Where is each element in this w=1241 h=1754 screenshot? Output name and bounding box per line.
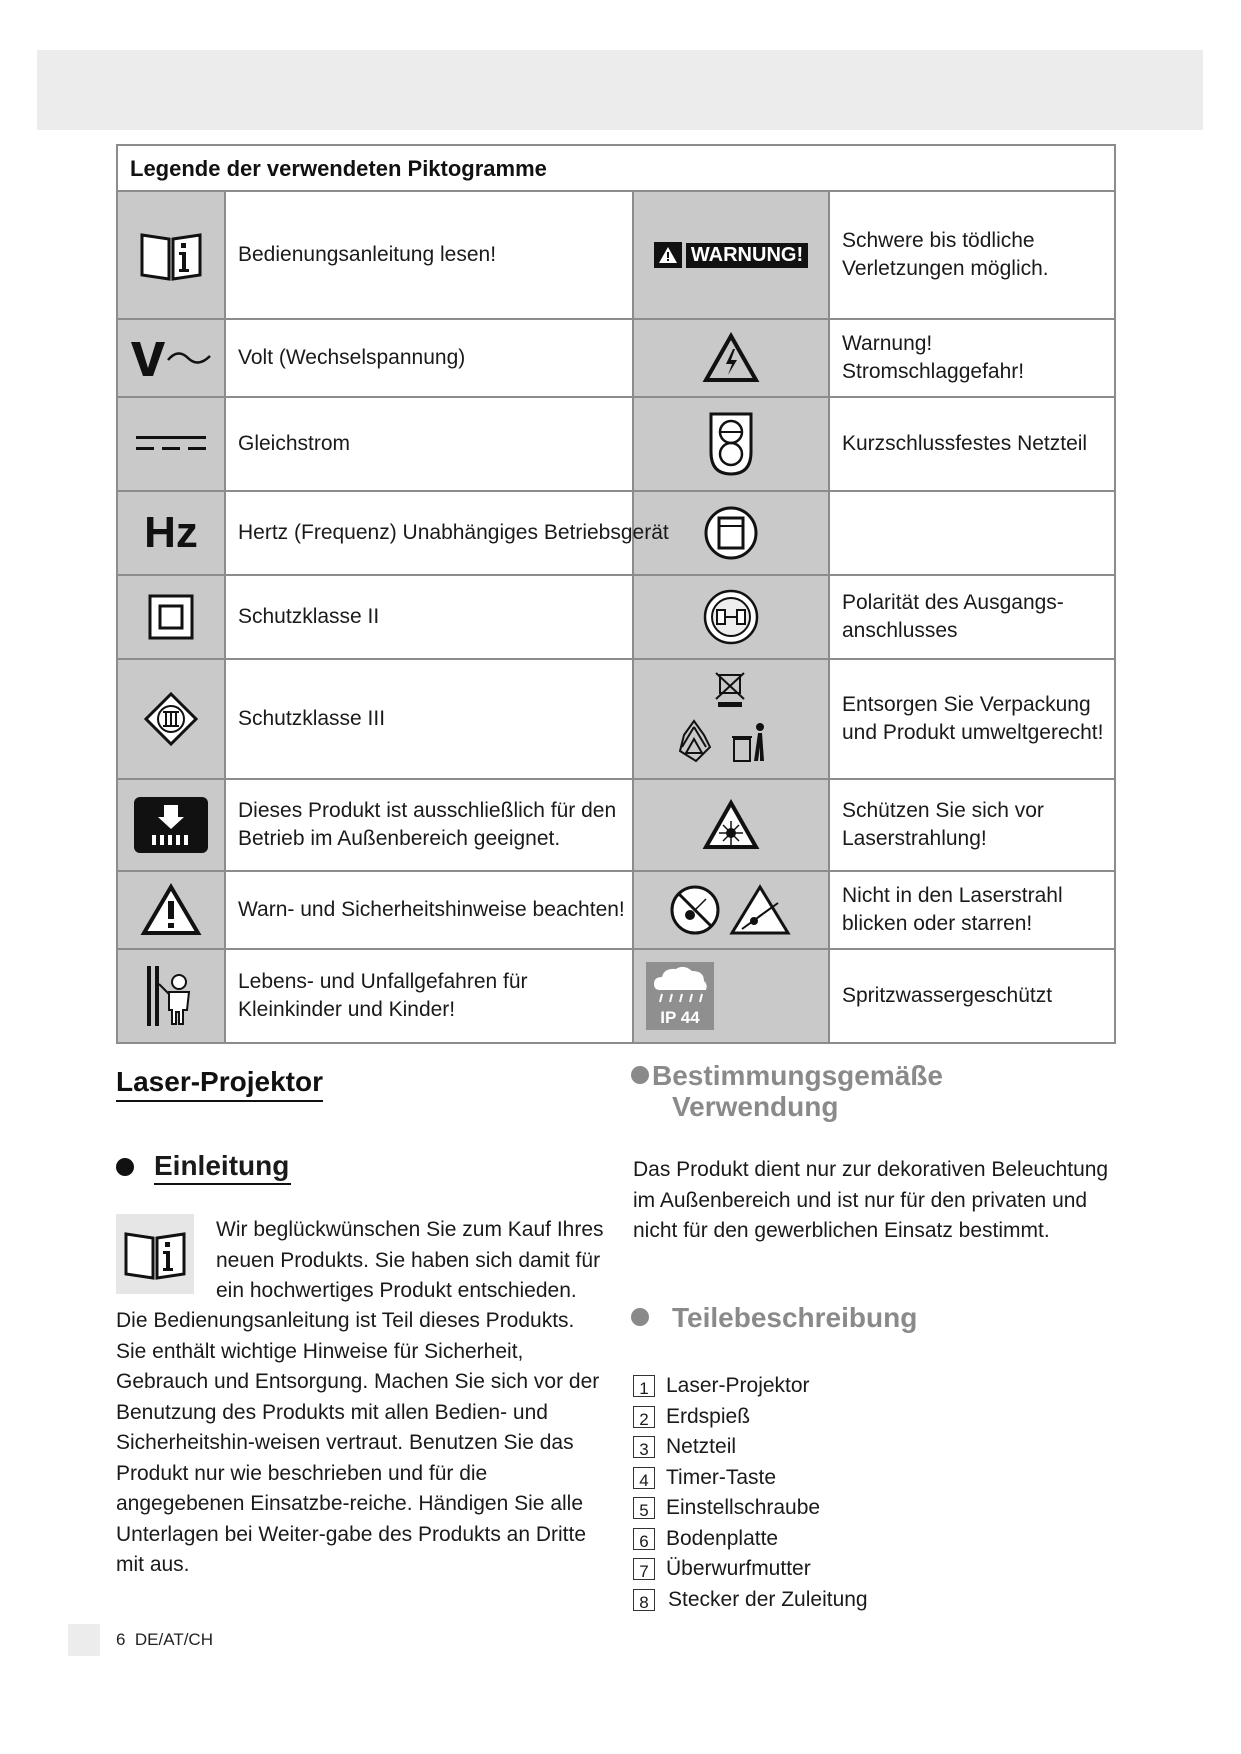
part-number: 1 [633,1375,655,1397]
intended-use-heading-1: Bestimmungsgemäße [652,1060,943,1091]
legend-text: Polarität des Ausgangs-anschlusses [842,591,1064,642]
part-number: 8 [633,1589,655,1611]
ip44-icon [634,950,830,1042]
part-label: Laser-Projektor [666,1374,810,1398]
list-item [633,1432,868,1463]
legend-text: Lebens- und Unfallgefahren für Kleinkinder und Kinder! [226,950,634,1042]
intended-use-text: Das Produkt dient nur zur dekorativen Beleuchtung im Außenbereich und ist nur für den privaten und nicht für den gewerblichen Einsatz bestimmt. [633,1158,1109,1242]
legend-text: Schwere bis tödliche Verletzungen möglich. [842,229,1049,280]
part-label: Stecker der Zuleitung [668,1587,868,1611]
part-number: 7 [633,1558,655,1580]
legend-row [118,492,1114,576]
legend-row [118,872,1114,950]
part-number: 5 [633,1497,655,1519]
laser-warning-icon [634,780,830,870]
part-number: 2 [633,1406,655,1428]
legend-text: Kurzschlussfestes Netzteil [842,432,1088,455]
legend-text: Hertz (Frequenz) Unabhängiges Betriebsgerät [238,521,669,544]
part-number: 6 [633,1528,655,1550]
hertz-label: Hz [144,508,198,557]
parts-list [633,1371,868,1615]
short-circuit-proof-icon [634,398,830,490]
header-bar [37,50,1203,130]
legend-text: Entsorgen Sie Verpackung und Produkt umweltgerecht! [842,693,1104,744]
electric-shock-warning-icon [634,320,830,396]
child-danger-icon [118,950,226,1042]
product-title: Laser-Projektor [116,1066,323,1102]
footer-marker [68,1624,100,1656]
intro-heading: Einleitung [154,1150,291,1185]
legend-row [118,576,1114,660]
part-number: 3 [633,1436,655,1458]
legend-text [830,492,1114,574]
bullet-dot-icon [631,1308,649,1326]
list-item [633,1585,868,1616]
volt-ac-icon [118,320,226,396]
part-label: Bodenplatte [666,1526,779,1550]
legend-row [118,398,1114,492]
ip44-label: IP 44 [660,1008,700,1027]
pictogram-legend-table [116,144,1116,1044]
legend-text: Nicht in den Laserstrahl blicken oder starren! [842,884,1063,935]
legend-text: Dieses Produkt ist ausschließlich für den Betrieb im Außenbereich geeignet. [226,780,634,870]
legend-title: Legende der verwendeten Piktogramme [118,146,1114,192]
legend-text: Warn- und Sicherheitshinweise beachten! [226,872,634,948]
list-item [633,1524,868,1555]
legend-row [118,660,1114,780]
parts-heading: Teilebeschreibung [672,1302,918,1333]
legend-text: Schützen Sie sich vor Laserstrahlung! [842,799,1044,850]
warning-triangle-icon [118,872,226,948]
list-item [633,1493,868,1524]
legend-text: Volt (Wechselspannung) [226,320,634,396]
outdoor-use-icon [118,780,226,870]
legend-text: Schutzklasse II [226,576,634,658]
legend-text: Spritzwassergeschützt [842,984,1053,1007]
legend-text: Gleichstrom [226,398,634,490]
bullet-dot-icon [116,1158,134,1176]
part-label: Netzteil [666,1435,737,1459]
legend-row [118,192,1114,320]
polarity-icon [634,576,830,658]
protection-class-2-icon [118,576,226,658]
bullet-dot-icon [631,1066,649,1084]
hertz-icon [118,492,226,574]
part-number: 4 [633,1467,655,1489]
legend-text-cell [226,492,669,574]
intended-use-heading-2: Verwendung [672,1091,839,1122]
legend-text: Bedienungsanleitung lesen! [226,192,634,318]
legend-row [118,320,1114,398]
page-footer: 6 DE/AT/CH [116,1630,213,1649]
intro-paragraph-2: Die Bedienungsanleitung ist Teil dieses Produkts. Sie enthält wichtige Hinweise für Sicherheit, Gebrauch und Entsorgung. Machen Sie sich vor der Benutzung des Produkts mit allen Bedien- und Sicherheitshin-weisen vertraut. Benutzen Sie das Produkt nur wie beschrieben und für die angegebenen Einsatzbe-reiche. Händigen Sie alle Unterlagen bei Weiter-gabe des Produkts an Dritte mit aus. [116,1309,600,1576]
protection-class-3-icon [118,660,226,778]
legend-row [118,780,1114,872]
part-label: Einstellschraube [666,1496,821,1520]
direct-current-icon [118,398,226,490]
part-label: Überwurfmutter [666,1557,811,1581]
warnung-label: WARNUNG! [686,243,808,268]
disposal-icon [634,660,830,778]
list-item [633,1554,868,1585]
part-label: Timer-Taste [666,1465,777,1489]
legend-row [118,950,1114,1042]
intro-paragraph-1: Wir beglückwünschen Sie zum Kauf Ihres neuen Produkts. Sie haben sich damit für ein hochwertiges Produkt entschieden. [216,1218,604,1302]
part-label: Erdspieß [666,1404,751,1428]
book-info-icon [116,1214,194,1294]
legend-text: Warnung! Stromschlaggefahr! [842,332,1025,383]
book-info-icon [118,192,226,318]
legend-text: Schutzklasse III [226,660,634,778]
no-stare-laser-icon [634,872,830,948]
list-item [633,1402,868,1433]
warnung-label-icon [634,192,830,318]
list-item [633,1371,868,1402]
list-item [633,1463,868,1494]
